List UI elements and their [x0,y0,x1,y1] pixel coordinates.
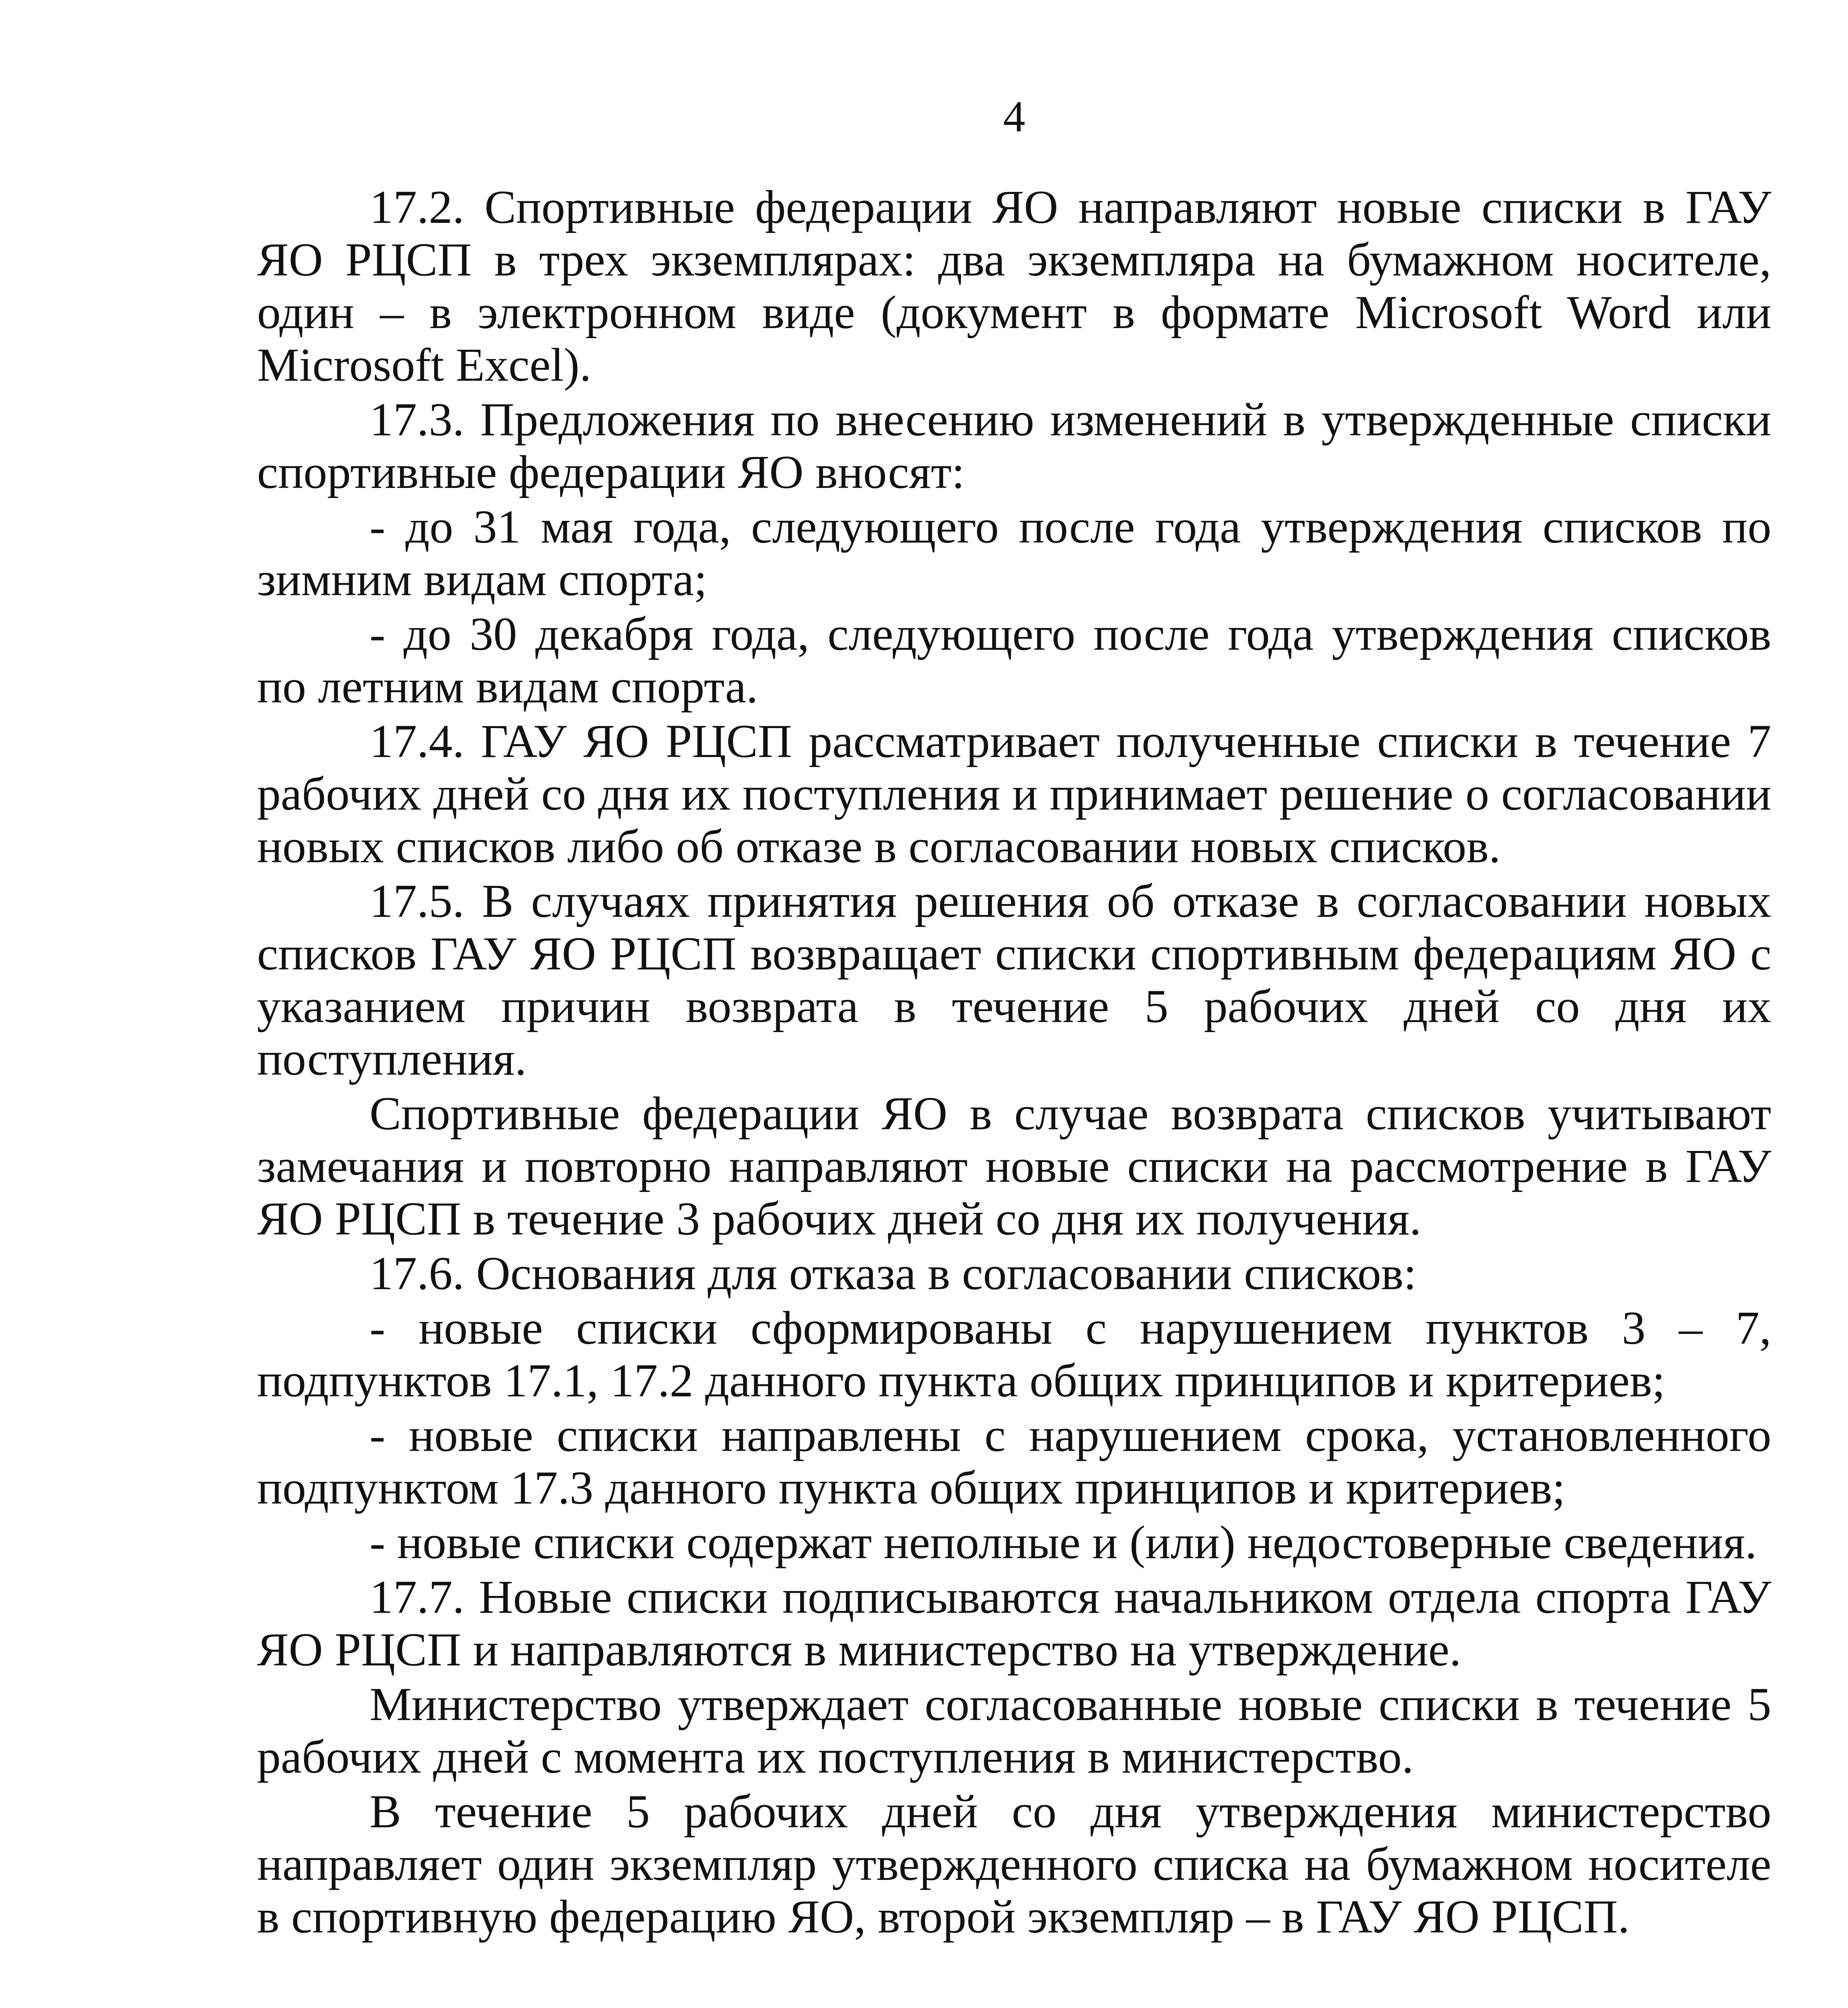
document-body [257,181,1771,1943]
paragraph-17-5: 17.5. В случаях принятия решения об отказе в согласовании новых списков ГАУ ЯО РЦСП возвращает списки спортивным федерациям ЯО с указанием причин возврата в течение 5 рабочих дней со дня их поступления. [257,875,1771,1085]
list-item-winter-deadline: - до 31 мая года, следующего после года утверждения списков по зимним видам спорта; [257,500,1771,606]
list-item-refusal-incomplete: - новые списки содержат неполные и (или) недостоверные сведения. [370,1516,1757,1569]
list-item-refusal-deadline: - новые списки направлены с нарушением срока, установленного подпунктом 17.3 данного пункта общих принципов и критериев; [257,1409,1771,1514]
page-number: 4 [1003,92,1025,141]
paragraph-ministry-sends: В течение 5 рабочих дней со дня утверждения министерство направляет один экземпляр утвержденного списка на бумажном носителе в спортивную федерацию ЯО, второй экземпляр – в ГАУ ЯО РЦСП. [257,1785,1771,1943]
paragraph-17-4: 17.4. ГАУ ЯО РЦСП рассматривает полученные списки в течение 7 рабочих дней со дня их поступления и принимает решение о согласовании новых списков либо об отказе в согласовании новых списков. [257,715,1771,873]
paragraph-17-2: 17.2. Спортивные федерации ЯО направляют новые списки в ГАУ ЯО РЦСП в трех экземплярах: два экземпляра на бумажном носителе, один – в электронном виде (документ в формате Microsoft Word или Microsoft Excel). [257,181,1771,391]
list-item-refusal-violation: - новые списки сформированы с нарушением пунктов 3 – 7, подпунктов 17.1, 17.2 данного пункта общих принципов и критериев; [257,1302,1771,1407]
paragraph-17-7: 17.7. Новые списки подписываются начальником отдела спорта ГАУ ЯО РЦСП и направляются в министерство на утверждение. [257,1571,1771,1676]
list-item-summer-deadline: - до 30 декабря года, следующего после года утверждения списков по летним видам спорта. [257,608,1771,713]
paragraph-ministry-approval: Министерство утверждает согласованные новые списки в течение 5 рабочих дней с момента их поступления в министерство. [257,1678,1771,1783]
paragraph-17-3: 17.3. Предложения по внесению изменений в утвержденные списки спортивные федерации ЯО вносят: [257,393,1771,498]
paragraph-17-5-return: Спортивные федерации ЯО в случае возврата списков учитывают замечания и повторно направляют новые списки на рассмотрение в ГАУ ЯО РЦСП в течение 3 рабочих дней со дня их получения. [257,1087,1771,1245]
paragraph-17-6: 17.6. Основания для отказа в согласовании списков: [370,1247,1417,1300]
